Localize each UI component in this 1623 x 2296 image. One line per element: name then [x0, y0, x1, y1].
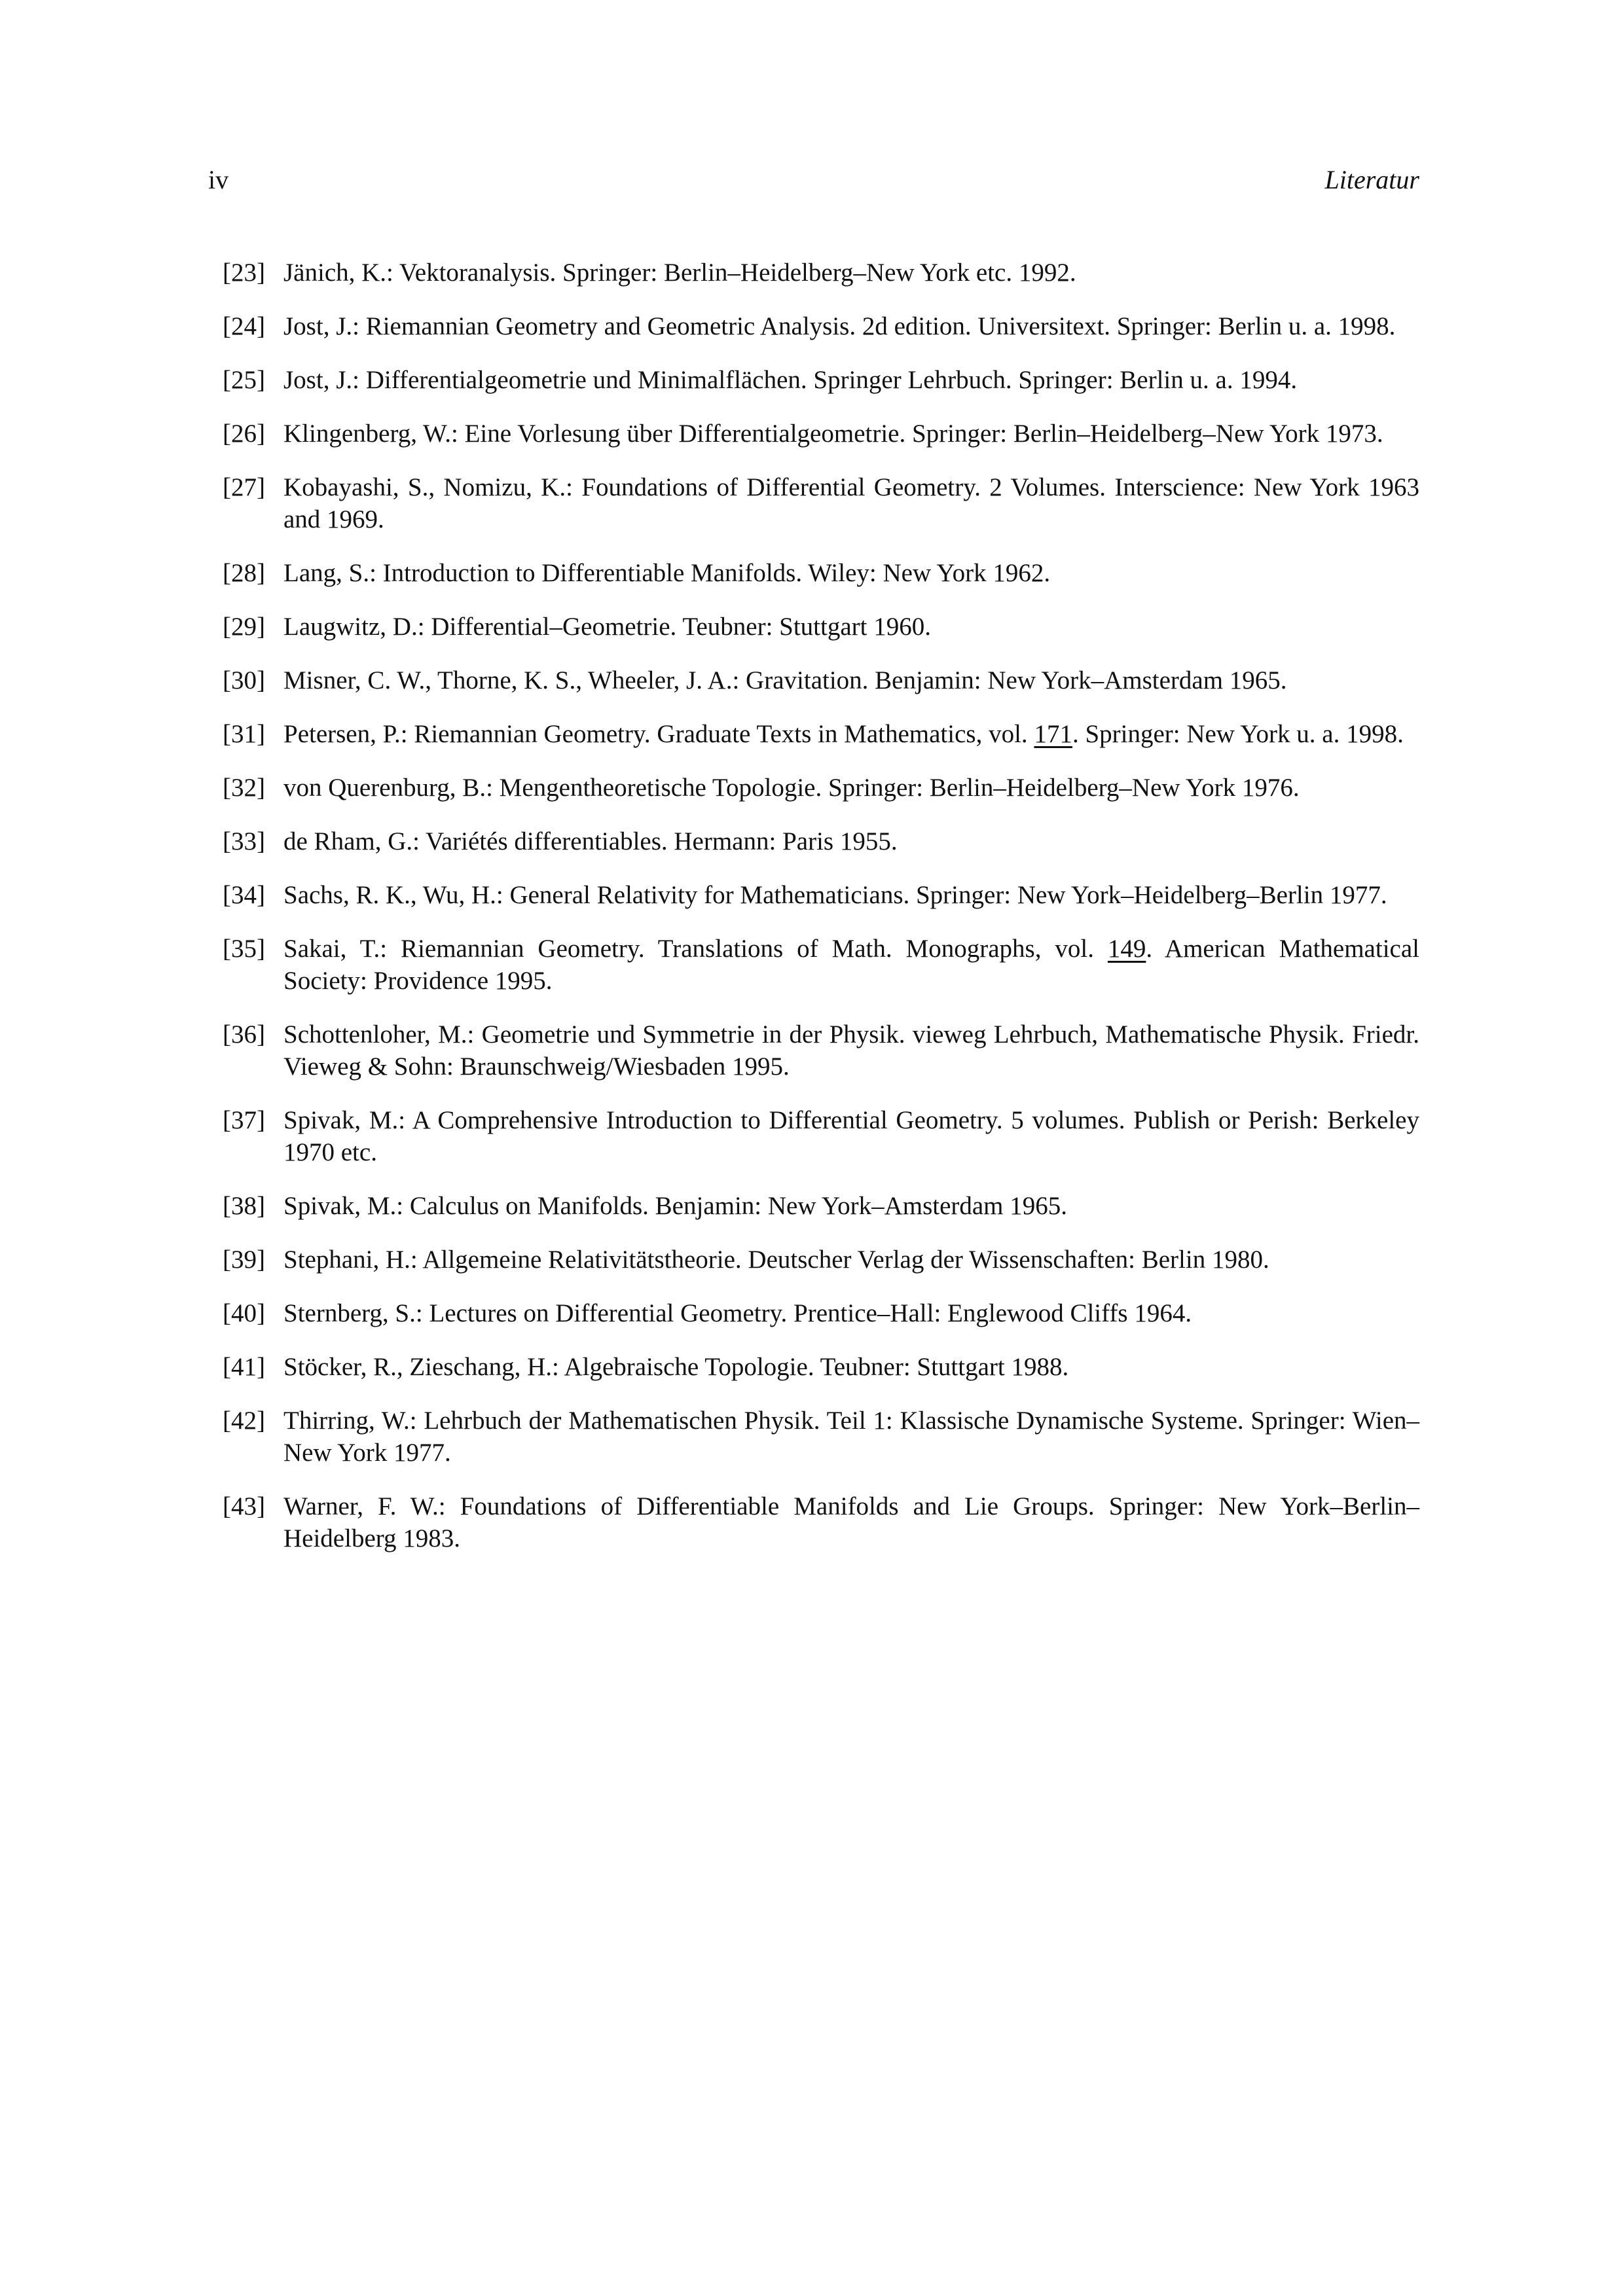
reference-item: [223, 1297, 1419, 1329]
reference-text-start: Petersen, P.: Riemannian Geometry. Graduate Texts in Mathematics, vol.: [283, 720, 1034, 748]
reference-number: [37]: [223, 1106, 265, 1134]
reference-item: [223, 664, 1419, 696]
reference-text: Stephani, H.: Allgemeine Relativitätstheorie. Deutscher Verlag der Wissenschaften: Berlin 1980.: [283, 1246, 1269, 1274]
reference-text: Thirring, W.: Lehrbuch der Mathematischen Physik. Teil 1: Klassische Dynamische Systeme. Springer: Wien–New York 1977.: [283, 1407, 1419, 1467]
reference-number: [43]: [223, 1492, 265, 1520]
reference-text: Sternberg, S.: Lectures on Differential Geometry. Prentice–Hall: Englewood Cliffs 1964.: [283, 1299, 1192, 1327]
reference-number: [36]: [223, 1020, 265, 1049]
reference-item: [223, 611, 1419, 643]
reference-text-start: Sakai, T.: Riemannian Geometry. Translations of Math. Monographs, vol.: [283, 935, 1108, 963]
reference-number: [31]: [223, 720, 265, 748]
running-title: Literatur: [1324, 165, 1419, 194]
reference-text: von Querenburg, B.: Mengentheoretische Topologie. Springer: Berlin–Heidelberg–New York 1976.: [283, 774, 1300, 802]
reference-text: Stöcker, R., Zieschang, H.: Algebraische Topologie. Teubner: Stuttgart 1988.: [283, 1353, 1069, 1381]
reference-text: Klingenberg, W.: Eine Vorlesung über Differentialgeometrie. Springer: Berlin–Heidelberg–New York 1973.: [283, 420, 1383, 448]
page-header: [208, 160, 1419, 200]
reference-list: [223, 257, 1419, 1576]
reference-text: Sachs, R. K., Wu, H.: General Relativity for Mathematicians. Springer: New York–Heidelberg–Berlin 1977.: [283, 881, 1387, 909]
reference-number: [29]: [223, 613, 265, 641]
reference-item: [223, 364, 1419, 396]
reference-number: [25]: [223, 366, 265, 394]
reference-text: Warner, F. W.: Foundations of Differentiable Manifolds and Lie Groups. Springer: New York–Berlin–Heidelberg 1983.: [283, 1492, 1419, 1552]
reference-number: [30]: [223, 666, 265, 694]
reference-item: [223, 1104, 1419, 1168]
reference-number: [35]: [223, 935, 265, 963]
reference-text: Laugwitz, D.: Differential–Geometrie. Teubner: Stuttgart 1960.: [283, 613, 931, 641]
reference-text: Spivak, M.: Calculus on Manifolds. Benjamin: New York–Amsterdam 1965.: [283, 1192, 1068, 1220]
reference-text: Misner, C. W., Thorne, K. S., Wheeler, J. A.: Gravitation. Benjamin: New York–Amsterdam 1965.: [283, 666, 1287, 694]
reference-item: [223, 1351, 1419, 1383]
reference-number: [41]: [223, 1353, 265, 1381]
reference-number: [39]: [223, 1246, 265, 1274]
reference-number: [34]: [223, 881, 265, 909]
reference-item: [223, 825, 1419, 857]
reference-text: Spivak, M.: A Comprehensive Introduction to Differential Geometry. 5 volumes. Publish or Perish: Berkeley 1970 etc.: [283, 1106, 1419, 1166]
reference-text: Schottenloher, M.: Geometrie und Symmetrie in der Physik. vieweg Lehrbuch, Mathematische Physik. Friedr. Vieweg & Sohn: Braunschweig/Wiesbaden 1995.: [283, 1020, 1419, 1081]
reference-text-end: . American Mathematical Society: Providence 1995.: [283, 935, 1419, 995]
reference-number: [38]: [223, 1192, 265, 1220]
reference-number: [23]: [223, 259, 265, 287]
reference-item: [223, 1244, 1419, 1276]
reference-item: [223, 879, 1419, 911]
reference-item: [223, 933, 1419, 997]
reference-text: Lang, S.: Introduction to Differentiable Manifolds. Wiley: New York 1962.: [283, 559, 1051, 587]
reference-item: [223, 310, 1419, 342]
reference-number: [24]: [223, 312, 265, 340]
reference-item: [223, 418, 1419, 450]
reference-item: [223, 1190, 1419, 1222]
reference-item: [223, 772, 1419, 804]
reference-text: Jost, J.: Differentialgeometrie und Minimalflächen. Springer Lehrbuch. Springer: Berlin u. a. 1994.: [283, 366, 1298, 394]
reference-number: [28]: [223, 559, 265, 587]
reference-text: de Rham, G.: Variétés differentiables. Hermann: Paris 1955.: [283, 827, 898, 855]
volume-number: 149: [1107, 935, 1146, 963]
reference-item: [223, 1490, 1419, 1554]
reference-item: [223, 557, 1419, 589]
reference-number: [42]: [223, 1407, 265, 1435]
reference-number: [26]: [223, 420, 265, 448]
reference-number: [32]: [223, 774, 265, 802]
reference-item: [223, 257, 1419, 289]
reference-number: [33]: [223, 827, 265, 855]
reference-item: [223, 718, 1419, 750]
reference-item: [223, 471, 1419, 535]
reference-text: Jänich, K.: Vektoranalysis. Springer: Berlin–Heidelberg–New York etc. 1992.: [283, 259, 1076, 287]
reference-text: Kobayashi, S., Nomizu, K.: Foundations of Differential Geometry. 2 Volumes. Interscience: New York 1963 and 1969.: [283, 473, 1419, 533]
reference-number: [27]: [223, 473, 265, 501]
volume-number: 171: [1034, 720, 1072, 748]
reference-text: Jost, J.: Riemannian Geometry and Geometric Analysis. 2d edition. Universitext. Springer: Berlin u. a. 1998.: [283, 312, 1396, 340]
page-number: iv: [208, 165, 229, 194]
reference-item: [223, 1405, 1419, 1469]
reference-text-end: . Springer: New York u. a. 1998.: [1072, 720, 1404, 748]
reference-number: [40]: [223, 1299, 265, 1327]
reference-item: [223, 1018, 1419, 1083]
